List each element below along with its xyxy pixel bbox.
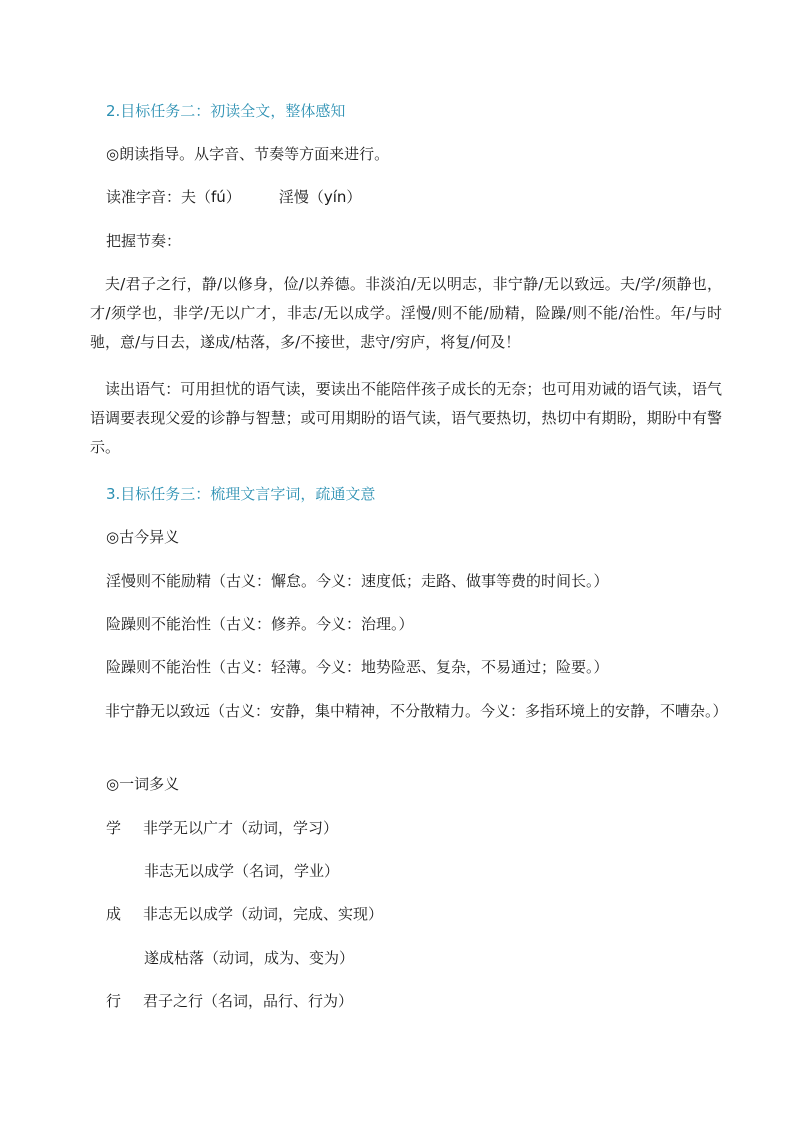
tone-paragraph: 读出语气：可用担忧的语气读，要读出不能陪伴孩子成长的无奈；也可用劝诫的语气读，语气语调要表现父爱的诊静与智慧；或可用期盼的语气读，语气要热切，热切中有期盼，期盼中有警示。 <box>90 380 722 456</box>
polysemy-char-xing: 行 <box>106 992 122 1010</box>
ancient-modern-item-1: 淫慢则不能励精（古义：懈怠。今义：速度低；走路、做事等费的时间长。） <box>106 572 609 590</box>
reading-guide: ◎朗读指导。从字音、节奏等方面来进行。 <box>106 145 390 163</box>
ancient-modern-item-4: 非宁静无以致远（古义：安静，集中精神，不分散精力。今义：多指环境上的安静，不嘈杂。） <box>105 702 728 720</box>
pronunciation-label: 读准字音： <box>106 188 182 206</box>
polysemy-char-xue: 学 <box>106 819 122 837</box>
task3-heading: 3.目标任务三：梳理文言字词，疏通文意 <box>106 485 376 503</box>
polysemy-char-cheng: 成 <box>106 905 122 923</box>
polysemy-xue-1: 非学无以广才（动词，学习） <box>143 819 339 837</box>
pronunciation-item-2: 淫慢（yín） <box>278 188 362 206</box>
polysemy-cheng-1: 非志无以成学（动词，完成、实现） <box>143 905 384 923</box>
ancient-modern-item-2: 险躁则不能治性（古义：修养。今义：治理。） <box>106 615 414 633</box>
rhythm-label: 把握节奏： <box>106 232 182 250</box>
ancient-modern-label: ◎古今异义 <box>106 528 180 546</box>
polysemy-cheng-2: 遂成枯落（动词，成为、变为） <box>144 949 355 967</box>
pronunciation-item-1: 夫（fú） <box>181 188 241 206</box>
polysemy-label: ◎一词多义 <box>106 775 180 793</box>
polysemy-row-xing-1 <box>106 987 746 1016</box>
task2-heading: 2.目标任务二：初读全文，整体感知 <box>106 102 346 120</box>
polysemy-xing-1: 君子之行（名词，品行、行为） <box>143 992 354 1010</box>
polysemy-row-xue-1 <box>106 814 746 843</box>
ancient-modern-item-3: 险躁则不能治性（古义：轻薄。今义：地势险恶、复杂，不易通过；险要。） <box>106 658 609 676</box>
polysemy-row-cheng-1 <box>106 900 746 929</box>
rhythm-paragraph: 夫/君子之行，静/以修身，俭/以养德。非淡泊/无以明志，非宁静/无以致远。夫/学/须静也，才/须学也，非学/无以广才，非志/无以成学。淫慢/则不能/励精，险躁/则不能/治性。年/与时驰，意/与日去，遂成/枯落，多/不接世，悲守/穷庐，将复/何及！ <box>90 275 722 351</box>
pronunciation-line <box>106 183 746 212</box>
polysemy-xue-2: 非志无以成学（名词，学业） <box>144 862 340 880</box>
